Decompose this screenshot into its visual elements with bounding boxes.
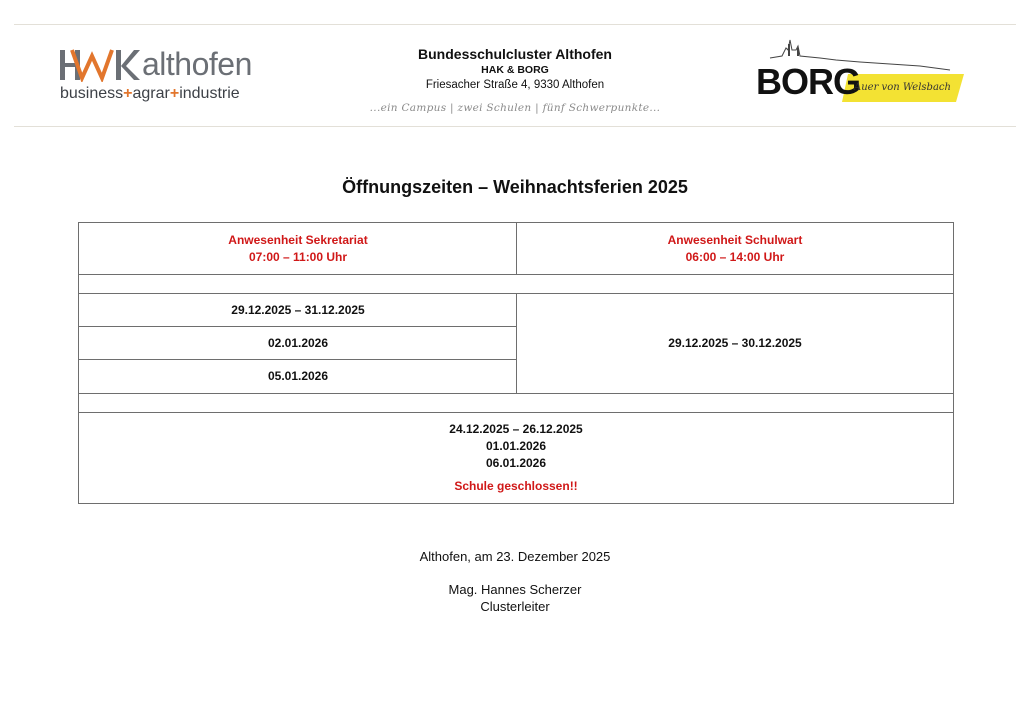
hak-monogram-icon [58,48,142,82]
schulwart-hours: 06:00 – 14:00 Uhr [685,249,785,264]
table-column-rule [516,223,517,275]
sekretariat-header-cell [79,223,517,274]
schulwart-date-cell [517,294,953,393]
closed-date: 24.12.2025 – 26.12.2025 [449,422,583,436]
org-address: Friesacher Straße 4, 9330 Althofen [425,79,605,91]
place-date: Althofen, am 23. Dezember 2025 [419,549,611,564]
table-column-rule [516,293,517,394]
sekretariat-heading: Anwesenheit Sekretariat [228,232,368,247]
page-title: Öffnungszeiten – Weihnachtsferien 2025 [342,177,688,197]
sekretariat-hours: 07:00 – 11:00 Uhr [248,249,348,264]
schulwart-date: 29.12.2025 – 30.12.2025 [668,336,802,350]
header-top-rule [14,24,1016,25]
hak-logo-tagline: business+agrar+industrie [60,85,240,102]
sekretariat-date-cell [79,327,517,360]
hak-logo-name: althofen [142,46,252,82]
sekretariat-date-cell [79,294,517,327]
closed-date: 06.01.2026 [485,456,547,470]
letterhead-center [350,46,680,114]
table-rule [79,326,517,327]
schulwart-header-cell [517,223,953,274]
sekretariat-date-cell [79,360,517,393]
sekretariat-date: 02.01.2026 [267,336,329,350]
borg-logo [750,36,970,106]
sekretariat-date: 29.12.2025 – 31.12.2025 [231,303,365,317]
opening-hours-table [78,222,954,504]
table-rule [79,359,517,360]
school-names: HAK & BORG [481,64,549,76]
table-rule [79,412,953,413]
schulwart-heading: Anwesenheit Schulwart [667,232,803,247]
org-motto: ...ein Campus | zwei Schulen | fünf Schwerpunkte... [369,102,661,114]
borg-logo-script: Auer von Welsbach [854,82,951,93]
signer-name: Mag. Hannes Scherzer [448,582,582,597]
org-name: Bundesschulcluster Althofen [418,46,612,62]
sekretariat-date: 05.01.2026 [267,369,329,383]
closed-note: Schule geschlossen!! [454,479,578,493]
borg-logo-word: BORG [756,61,860,102]
closed-date: 01.01.2026 [485,439,547,453]
hak-althofen-logo [58,44,278,106]
signer-role: Clusterleiter [480,599,550,614]
closed-dates-cell [79,413,953,503]
header-bottom-rule [14,126,1016,127]
